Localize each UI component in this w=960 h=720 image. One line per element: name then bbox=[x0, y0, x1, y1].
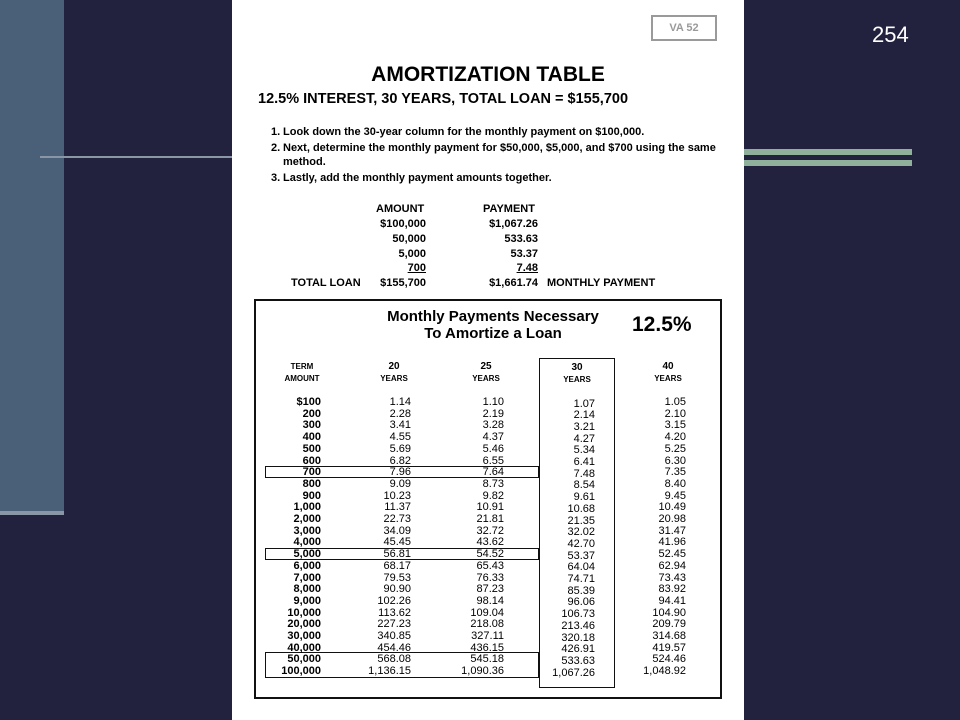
payment-30yr: 426.91 bbox=[561, 643, 595, 656]
payment-40yr: 209.79 bbox=[652, 618, 686, 631]
column-header-term bbox=[270, 361, 334, 385]
payment-40yr: 31.47 bbox=[658, 524, 686, 537]
calc-total-label: TOTAL LOAN bbox=[291, 277, 361, 289]
payment-40yr: 73.43 bbox=[658, 571, 686, 584]
payment-20yr: 68.17 bbox=[383, 559, 411, 572]
payment-30yr: 53.37 bbox=[567, 549, 595, 562]
payment-40yr: 314.68 bbox=[652, 630, 686, 642]
payment-30yr: 213.46 bbox=[561, 619, 595, 632]
payment-30yr: 320.18 bbox=[561, 631, 595, 644]
term-amount: 3,000 bbox=[293, 524, 321, 537]
table-heading bbox=[363, 308, 623, 342]
term-amount: 5,000 bbox=[293, 548, 321, 561]
payment-20yr: 10.23 bbox=[383, 489, 411, 502]
column-header-line: 30 bbox=[571, 362, 583, 373]
payment-25yr: 545.18 bbox=[470, 653, 504, 666]
payment-30yr: 32.02 bbox=[567, 526, 595, 539]
term-amount: 600 bbox=[302, 454, 321, 467]
calc-amount: 700 bbox=[407, 262, 426, 274]
payment-20yr: 340.85 bbox=[377, 630, 411, 642]
payment-30yr: 4.27 bbox=[573, 432, 595, 445]
term-amount: $100 bbox=[296, 396, 321, 408]
step-number: 1. bbox=[271, 126, 281, 138]
payment-40yr: 9.45 bbox=[664, 489, 686, 502]
right-accent-stripe-top bbox=[744, 149, 912, 155]
step-number: 2. bbox=[271, 142, 281, 154]
term-amount: 9,000 bbox=[293, 594, 321, 607]
column-header-line: YEARS bbox=[380, 374, 408, 383]
payment-25yr: 54.52 bbox=[476, 548, 504, 561]
payment-25yr: 5.46 bbox=[482, 442, 504, 455]
payment-20yr: 45.45 bbox=[383, 536, 411, 549]
payment-25yr: 65.43 bbox=[476, 559, 504, 572]
payment-25yr: 7.64 bbox=[482, 466, 504, 479]
payment-40yr: 1.05 bbox=[664, 396, 686, 408]
column-header-40 bbox=[636, 361, 700, 385]
term-amount: 800 bbox=[302, 477, 321, 490]
term-amount: 7,000 bbox=[293, 571, 321, 584]
column-header-line: YEARS bbox=[563, 375, 591, 384]
document-title: AMORTIZATION TABLE bbox=[371, 63, 605, 86]
payment-40yr: 1,048.92 bbox=[643, 665, 686, 678]
payment-20yr: 2.28 bbox=[389, 407, 411, 420]
payment-40yr: 94.41 bbox=[658, 594, 686, 607]
payment-25yr: 2.19 bbox=[482, 407, 504, 420]
column-header-line: 20 bbox=[388, 361, 400, 372]
payment-30yr: 2.14 bbox=[573, 409, 595, 422]
column-header-line: AMOUNT bbox=[284, 374, 320, 383]
payment-30yr: 533.63 bbox=[561, 654, 595, 667]
payment-20yr: 227.23 bbox=[377, 618, 411, 631]
payment-25yr: 10.91 bbox=[476, 501, 504, 514]
calc-header-amount: AMOUNT bbox=[376, 203, 425, 215]
payment-40yr: 2.10 bbox=[664, 407, 686, 420]
term-amount: 6,000 bbox=[293, 559, 321, 572]
instruction-step bbox=[271, 125, 731, 139]
term-amount: 20,000 bbox=[287, 618, 321, 631]
term-amount: 50,000 bbox=[287, 653, 321, 666]
column-header-line: YEARS bbox=[472, 374, 500, 383]
payment-20yr: 11.37 bbox=[384, 501, 411, 514]
calc-payment: 7.48 bbox=[516, 262, 538, 274]
step-text: Lastly, add the monthly payment amounts together. bbox=[283, 172, 552, 184]
payment-20yr: 9.09 bbox=[389, 477, 411, 490]
right-accent-stripe-bottom bbox=[744, 160, 912, 166]
left-rule-line bbox=[40, 156, 250, 158]
payment-30yr: 21.35 bbox=[567, 514, 595, 527]
payment-20yr: 56.81 bbox=[383, 548, 411, 561]
payment-40yr: 41.96 bbox=[658, 536, 686, 549]
payment-40yr: 104.90 bbox=[652, 606, 686, 619]
payment-30yr: 96.06 bbox=[567, 596, 595, 609]
payment-20yr: 90.90 bbox=[383, 583, 411, 596]
term-amount: 8,000 bbox=[293, 583, 321, 596]
instruction-steps bbox=[271, 125, 731, 187]
instruction-step bbox=[271, 141, 731, 169]
payment-25yr: 4.37 bbox=[482, 431, 504, 444]
payment-40yr: 10.49 bbox=[658, 501, 686, 514]
calc-total-suffix: MONTHLY PAYMENT bbox=[547, 277, 656, 289]
payment-40yr: 20.98 bbox=[658, 513, 686, 525]
column-header-line: 25 bbox=[480, 361, 492, 372]
calc-total-amount: $155,700 bbox=[380, 277, 426, 289]
payment-30yr: 106.73 bbox=[561, 608, 595, 621]
payment-25yr: 76.33 bbox=[476, 571, 504, 584]
payment-20yr: 5.69 bbox=[389, 442, 411, 455]
payment-30yr: 3.21 bbox=[573, 420, 595, 433]
payment-20yr: 1.14 bbox=[389, 396, 411, 408]
left-accent-bar bbox=[0, 0, 64, 512]
payment-30yr: 42.70 bbox=[567, 537, 595, 550]
payment-30yr: 74.71 bbox=[567, 573, 595, 585]
payment-40yr: 419.57 bbox=[652, 641, 686, 654]
term-amount: 100,000 bbox=[281, 665, 321, 678]
term-amount: 400 bbox=[302, 431, 321, 444]
payment-30yr: 6.41 bbox=[573, 456, 595, 468]
term-amount: 300 bbox=[302, 419, 321, 432]
payment-20yr: 568.08 bbox=[377, 653, 411, 666]
payment-25yr: 21.81 bbox=[476, 513, 504, 525]
payment-25yr: 218.08 bbox=[470, 618, 504, 631]
payment-40yr: 524.46 bbox=[652, 653, 686, 666]
step-number: 3. bbox=[271, 172, 281, 184]
payment-40yr: 3.15 bbox=[664, 419, 686, 432]
column-header-line: YEARS bbox=[654, 374, 682, 383]
form-badge: VA 52 bbox=[651, 15, 717, 41]
payment-25yr: 9.82 bbox=[482, 489, 504, 502]
term-amount: 200 bbox=[302, 407, 321, 420]
table-heading-line: To Amortize a Loan bbox=[424, 325, 562, 342]
payment-30yr: 1.07 bbox=[573, 397, 595, 410]
payment-25yr: 436.15 bbox=[470, 641, 504, 654]
payment-20yr: 79.53 bbox=[383, 571, 411, 584]
payment-40yr: 6.30 bbox=[664, 454, 686, 467]
payment-40yr: 52.45 bbox=[658, 548, 686, 561]
payment-20yr: 1,136.15 bbox=[368, 665, 411, 678]
instruction-step bbox=[271, 171, 731, 185]
payment-40yr: 83.92 bbox=[658, 583, 686, 596]
calc-header-payment: PAYMENT bbox=[483, 203, 535, 215]
payment-40yr: 4.20 bbox=[664, 431, 686, 444]
calc-amount: $100,000 bbox=[380, 218, 426, 230]
calc-total-payment: $1,661.74 bbox=[489, 277, 538, 289]
payment-20yr: 3.41 bbox=[389, 419, 411, 432]
payment-40yr: 5.25 bbox=[664, 442, 686, 455]
column-header-25 bbox=[454, 361, 518, 385]
term-amount: 40,000 bbox=[287, 641, 321, 654]
table-interest-rate: 12.5% bbox=[632, 313, 692, 336]
calc-payment: $1,067.26 bbox=[489, 218, 538, 230]
payment-30yr: 64.04 bbox=[567, 561, 595, 574]
payment-25yr: 3.28 bbox=[482, 419, 504, 432]
payment-25yr: 6.55 bbox=[482, 454, 504, 467]
document-subtitle: 12.5% INTEREST, 30 YEARS, TOTAL LOAN = $155,700 bbox=[258, 91, 629, 107]
payment-20yr: 102.26 bbox=[377, 594, 411, 607]
payment-25yr: 327.11 bbox=[471, 630, 504, 642]
column-header-line: TERM bbox=[290, 362, 314, 371]
payment-30yr: 5.34 bbox=[573, 444, 595, 457]
payment-30yr: 7.48 bbox=[573, 467, 595, 480]
payment-25yr: 43.62 bbox=[476, 536, 504, 549]
term-amount: 900 bbox=[302, 489, 321, 502]
payment-25yr: 1.10 bbox=[482, 396, 504, 408]
calc-amount: 50,000 bbox=[392, 233, 426, 245]
payment-20yr: 6.82 bbox=[389, 454, 411, 467]
payment-25yr: 8.73 bbox=[482, 477, 504, 490]
calc-payment: 53.37 bbox=[510, 248, 538, 260]
payment-25yr: 32.72 bbox=[476, 524, 504, 537]
term-amount: 500 bbox=[302, 442, 321, 455]
payment-20yr: 113.62 bbox=[378, 606, 411, 619]
payment-40yr: 7.35 bbox=[664, 466, 686, 479]
payment-30yr: 85.39 bbox=[567, 584, 595, 597]
payment-20yr: 454.46 bbox=[377, 641, 411, 654]
table-heading-line: Monthly Payments Necessary bbox=[387, 308, 599, 325]
payment-40yr: 62.94 bbox=[658, 559, 686, 572]
term-amount: 4,000 bbox=[293, 536, 321, 549]
step-text: Next, determine the monthly payment for $50,000, $5,000, and $700 using the same method. bbox=[283, 142, 716, 168]
term-amount: 30,000 bbox=[287, 630, 321, 642]
payment-30yr: 10.68 bbox=[567, 502, 595, 515]
term-amount: 1,000 bbox=[293, 501, 321, 514]
payment-30yr: 9.61 bbox=[573, 491, 595, 504]
left-accent-bar-base bbox=[0, 511, 64, 515]
payment-20yr: 4.55 bbox=[389, 431, 411, 444]
term-amount: 2,000 bbox=[293, 513, 321, 525]
term-amount: 700 bbox=[302, 466, 321, 479]
payment-30yr: 1,067.26 bbox=[552, 666, 595, 679]
payment-20yr: 34.09 bbox=[383, 524, 411, 537]
payment-20yr: 7.96 bbox=[389, 466, 411, 479]
payment-25yr: 87.23 bbox=[476, 583, 504, 596]
payment-40yr: 8.40 bbox=[664, 477, 686, 490]
payment-25yr: 1,090.36 bbox=[461, 665, 504, 678]
payment-20yr: 22.73 bbox=[383, 513, 411, 525]
calc-amount: 5,000 bbox=[398, 248, 426, 260]
calc-payment: 533.63 bbox=[504, 233, 538, 245]
term-amount: 10,000 bbox=[287, 606, 321, 619]
payment-25yr: 98.14 bbox=[476, 594, 504, 607]
column-header-line: 40 bbox=[662, 361, 674, 372]
payment-25yr: 109.04 bbox=[470, 606, 504, 619]
payment-30yr: 8.54 bbox=[573, 479, 595, 492]
slide-number: 254 bbox=[872, 22, 909, 47]
step-text: Look down the 30-year column for the monthly payment on $100,000. bbox=[283, 126, 645, 138]
column-header-20 bbox=[362, 361, 426, 385]
